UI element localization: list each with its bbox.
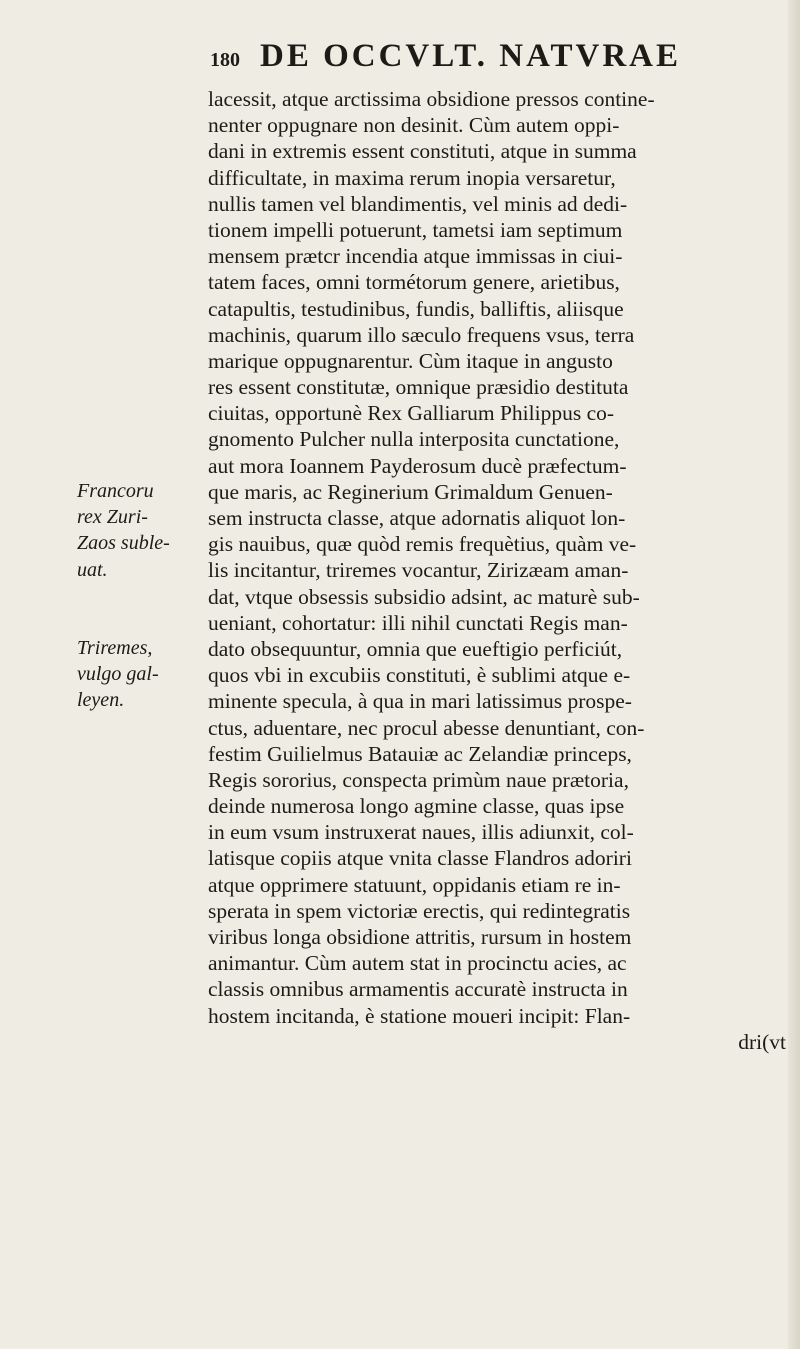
text-line: marique oppugnarentur. Cùm itaque in angusto [208,348,613,373]
margin-notes [0,0,206,1349]
note-line: Francoru [77,480,154,502]
text-line: aut mora Ioannem Payderosum ducè præfectum- [208,453,627,478]
text-line: dani in extremis essent constituti, atque in summa [208,139,637,164]
text-line: ciuitas, opportunè Rex Galliarum Philippus co- [208,401,615,426]
text-line: lacessit, atque arctissima obsidione pressos contine- [208,87,655,111]
text-line: festim Guilielmus Batauiæ ac Zelandiæ princeps, [208,741,632,766]
text-line: in eum vsum instruxerat naues, illis adiunxit, col- [208,820,634,845]
body-text [208,86,790,1055]
note-line: vulgo gal- [77,663,159,686]
text-line: res essent constitutæ, omnique præsidio destituta [208,375,629,400]
text-line: dri(vt [738,1029,786,1054]
text-line: hostem incitanda, è statione moueri incipit: Flan- [208,1003,631,1028]
text-line: nenter oppugnare non desinit. Cùm autem oppi- [208,113,620,138]
note-line: rex Zuri- [77,506,148,529]
marginal-note [77,478,170,583]
text-line: dato obsequuntur, omnia que eueftigio perficiút, [208,636,623,661]
text-line: sperata in spem victoriæ erectis, qui redintegratis [208,898,631,923]
text-line: difficultate, in maxima rerum inopia versaretur, [208,165,616,190]
text-line: classis omnibus armamentis accuratè instructa in [208,977,628,1002]
text-line: lis incitantur, triremes vocantur, Zirizæam aman- [208,558,629,583]
page-header [210,38,790,88]
text-line: dat, vtque obsessis subsidio adsint, ac maturè sub- [208,584,640,609]
text-line: sem instructa classe, atque adornatis aliquot lon- [208,506,626,530]
note-line: uat. [77,558,108,581]
note-line: Zaos suble- [77,532,170,555]
text-line: gis nauibus, quæ quòd remis frequètius, quàm ve- [208,532,637,557]
text-line: minente specula, à qua in mari latissimus prospe- [208,689,632,714]
marginal-note [77,635,159,714]
text-line: viribus longa obsidione attritis, rursum in hostem [208,925,632,949]
note-line: leyen. [77,689,125,712]
page-number: 180 [210,49,240,71]
text-line: machinis, quarum illo sæculo frequens vsus, terra [208,322,635,347]
note-line: Triremes, [77,637,153,659]
text-line: mensem prætcr incendia atque immissas in ciui- [208,244,623,269]
text-line: ueniant, cohortatur: illi nihil cunctati Regis man- [208,610,628,635]
text-line: tionem impelli potuerunt, tametsi iam septimum [208,217,623,242]
text-line: animantur. Cùm autem stat in procinctu acies, ac [208,951,627,976]
text-line: quos vbi in excubiis constituti, è sublimi atque e- [208,663,631,688]
text-line: que maris, ac Reginerium Grimaldum Genuen- [208,479,613,504]
text-line: tatem faces, omni tormétorum genere, arietibus, [208,270,620,295]
text-line: catapultis, testudinibus, fundis, balliftis, aliisque [208,296,624,321]
text-line: Regis sororius, conspecta primùm naue prætoria, [208,767,629,792]
running-head: DE OCCVLT. NATVRAE [260,38,682,74]
text-line: ctus, aduentare, nec procul abesse denuntiant, con- [208,715,645,740]
text-line: gnomento Pulcher nulla interposita cunctatione, [208,427,620,452]
text-line: atque opprimere statuunt, oppidanis etiam re in- [208,872,621,897]
text-line: nullis tamen vel blandimentis, vel minis ad dedi- [208,191,628,216]
text-line: deinde numerosa longo agmine classe, quas ipse [208,794,625,819]
text-line: latisque copiis atque vnita classe Flandros adoriri [208,846,632,871]
